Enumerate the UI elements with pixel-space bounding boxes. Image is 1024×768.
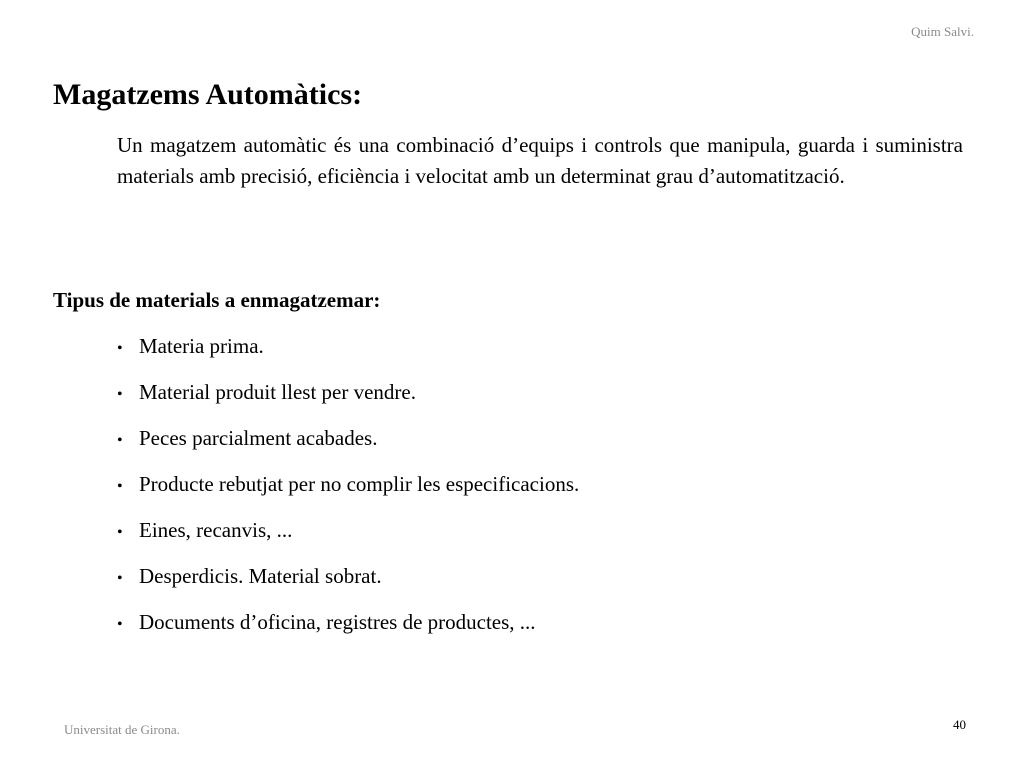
materials-list [117,332,579,654]
bullet-icon: • [117,616,123,633]
footer-institution: Universitat de Girona. [64,722,180,737]
list-item-text: Material produit llest per vendre. [139,380,416,404]
list-item [117,378,579,424]
bullet-icon: • [117,570,123,587]
bullet-icon: • [117,340,123,357]
bullet-icon: • [117,386,123,403]
page-number: 40 [953,717,966,732]
list-item [117,516,579,562]
list-item-text: Materia prima. [139,334,264,358]
list-item-text: Desperdicis. Material sobrat. [139,564,382,588]
bullet-icon: • [117,478,123,495]
intro-paragraph: Un magatzem automàtic és una combinació d’equips i controls que manipula, guarda i suministra materials amb precisió, eficiència i velocitat amb un determinat grau d’automatització. [117,133,963,188]
list-item-text: Documents d’oficina, registres de productes, ... [139,610,536,634]
bullet-icon: • [117,432,123,449]
list-item-text: Eines, recanvis, ... [139,518,293,542]
list-item-text: Peces parcialment acabades. [139,426,378,450]
list-item [117,470,579,516]
list-item [117,332,579,378]
section-subtitle: Tipus de materials a enmagatzemar: [53,288,381,312]
bullet-icon: • [117,524,123,541]
list-item [117,562,579,608]
slide-title: Magatzems Automàtics: [53,78,363,111]
author-credit: Quim Salvi. [911,24,974,39]
list-item [117,424,579,470]
list-item-text: Producte rebutjat per no complir les especificacions. [139,472,580,496]
list-item [117,608,579,654]
